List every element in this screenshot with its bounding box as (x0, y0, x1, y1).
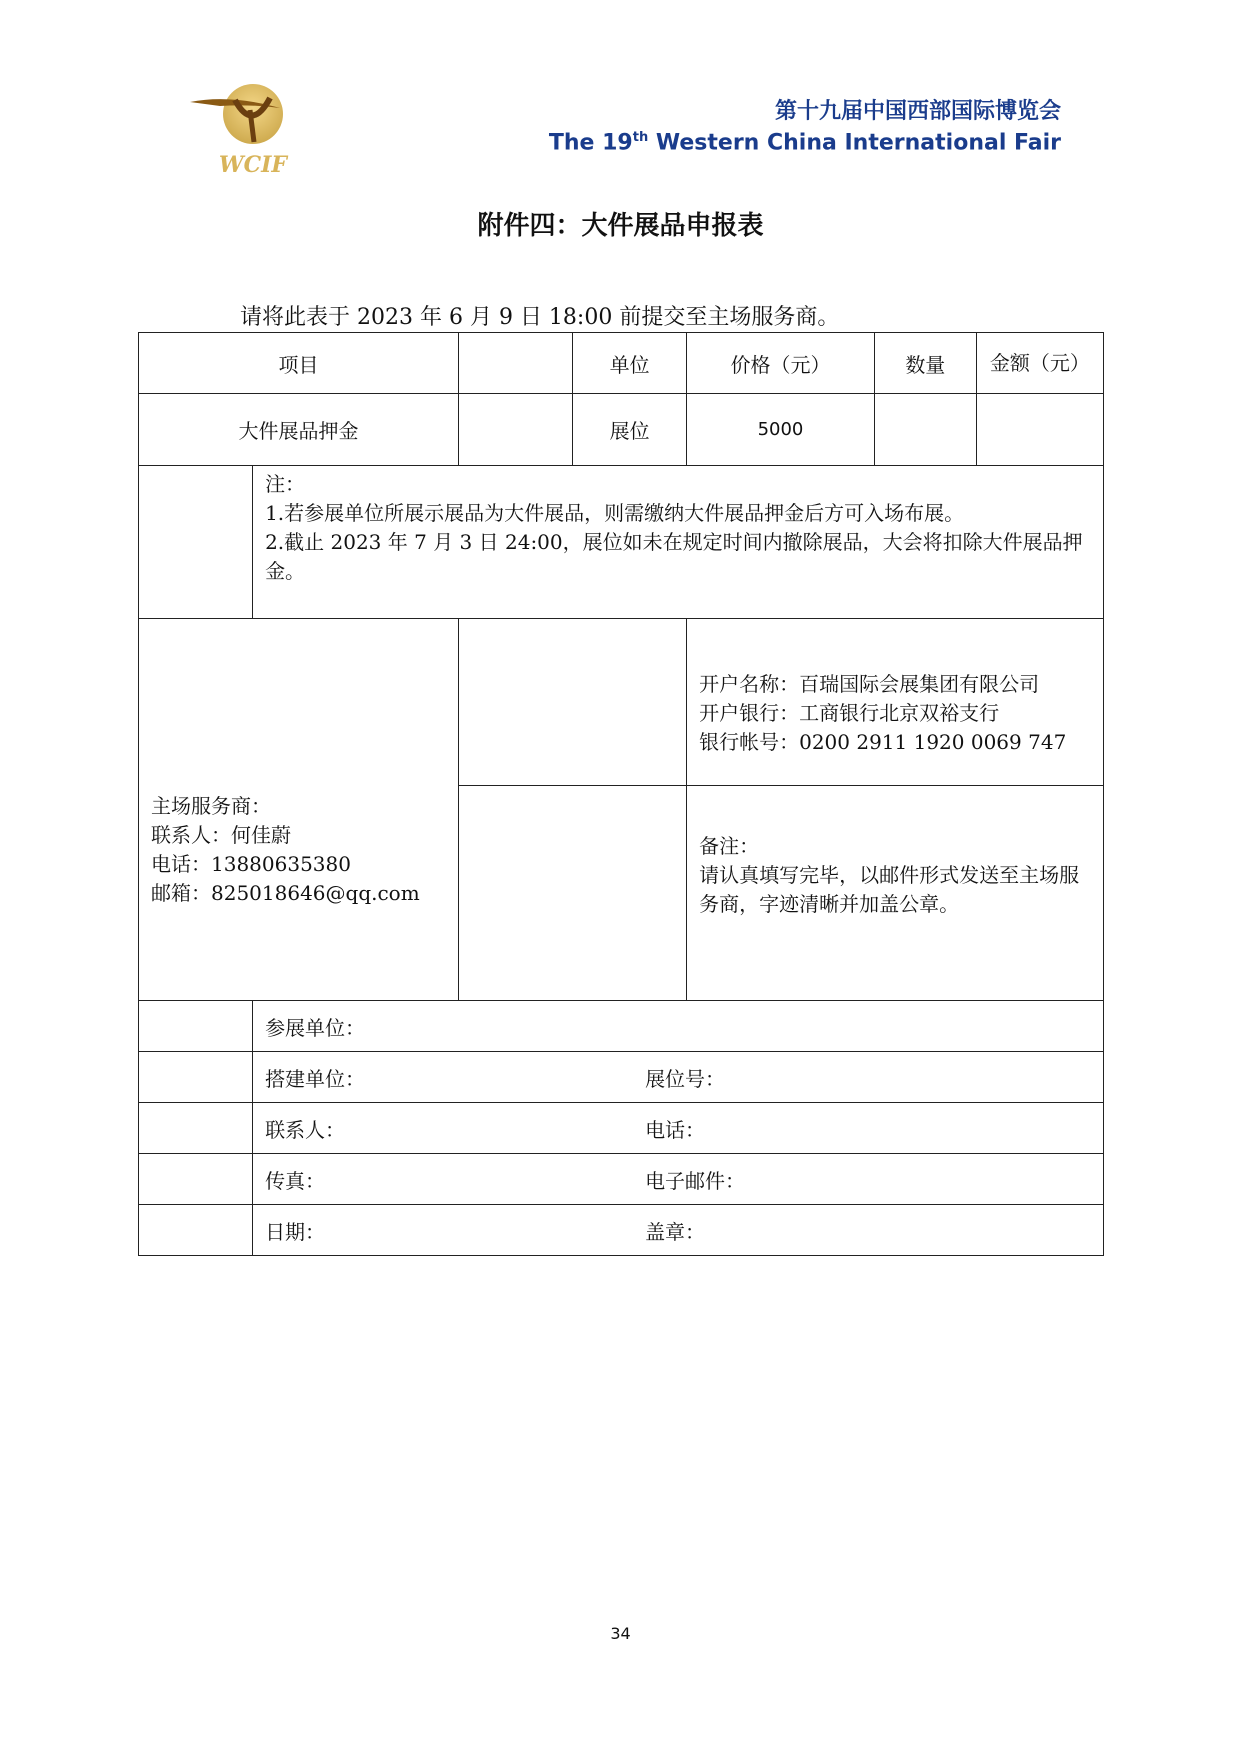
col-price: 价格（元） (687, 333, 875, 394)
wcif-logo (190, 80, 320, 180)
remark-label: 备注： (699, 834, 760, 858)
info-row-date (139, 1205, 1104, 1256)
info-field-seal: 盖章： (645, 1219, 706, 1244)
instruction-text: 请将此表于 2023 年 6 月 9 日 18:00 前提交至主场服务商。 (240, 305, 840, 330)
deposit-amount[interactable] (976, 394, 1103, 466)
deposit-item: 大件展品押金 (139, 394, 459, 466)
info-row-fax (139, 1154, 1104, 1205)
deposit-price: 5000 (687, 394, 875, 466)
service-provider-label: 主场服务商： (151, 794, 271, 818)
info-field-date[interactable]: 日期： 盖章： (253, 1205, 1104, 1256)
info-row-blank (139, 1154, 253, 1205)
info-field-phone: 电话： (645, 1117, 706, 1142)
col-blank (458, 333, 572, 394)
info-field-booth-no: 展位号： (645, 1066, 726, 1091)
fair-name-en: The 19th Western China International Fair (548, 130, 1061, 156)
table-header-row (139, 333, 1104, 394)
info-row-blank (139, 1001, 253, 1052)
deposit-blank[interactable] (458, 394, 572, 466)
deposit-unit: 展位 (573, 394, 687, 466)
info-field-fax[interactable]: 传真： 电子邮件： (253, 1154, 1104, 1205)
info-row-blank (139, 1205, 253, 1256)
note-1: 1.若参展单位所展示展品为大件展品，则需缴纳大件展品押金后方可入场布展。 (265, 501, 965, 525)
page-title: 附件四：大件展品申报表 (477, 211, 764, 241)
bank-account-name: 开户名称：百瑞国际会展集团有限公司 (699, 672, 1040, 696)
info-field-builder[interactable]: 搭建单位： 展位号： (253, 1052, 1104, 1103)
info-field-contact[interactable]: 联系人： 电话： (253, 1103, 1104, 1154)
info-row-blank (139, 1103, 253, 1154)
info-field-exhibitor[interactable]: 参展单位： (253, 1001, 1104, 1052)
remark-text: 请认真填写完毕，以邮件形式发送至主场服务商，字迹清晰并加盖公章。 (699, 863, 1080, 916)
col-amount: 金额（元） (976, 333, 1103, 394)
notes-row (139, 466, 1104, 619)
svg-text:WCIF: WCIF (218, 152, 288, 178)
col-unit: 单位 (573, 333, 687, 394)
col-quantity: 数量 (874, 333, 976, 394)
remark-cell (687, 786, 1104, 1001)
notes-label: 注： (265, 472, 306, 496)
bank-left-blank (458, 619, 686, 786)
fair-name-cn: 第十九届中国西部国际博览会 (774, 99, 1061, 124)
bank-row (139, 619, 1104, 786)
notes-cell (253, 466, 1104, 619)
deposit-row (139, 394, 1104, 466)
remark-left-blank (458, 786, 686, 1001)
bank-name: 开户银行：工商银行北京双裕支行 (699, 701, 1000, 725)
info-row-builder (139, 1052, 1104, 1103)
service-provider-contact: 联系人：何佳蔚 (151, 823, 291, 847)
service-provider-cell (139, 619, 459, 1001)
info-row-blank (139, 1052, 253, 1103)
info-field-email: 电子邮件： (645, 1168, 746, 1193)
bank-account-no: 银行帐号：0200 2911 1920 0069 747 (699, 730, 1067, 754)
info-row-contact (139, 1103, 1104, 1154)
service-provider-phone: 电话：13880635380 (151, 852, 351, 876)
page-number: 34 (610, 1624, 631, 1643)
col-item: 项目 (139, 333, 459, 394)
declaration-form-table (138, 332, 1104, 1256)
deposit-quantity[interactable] (874, 394, 976, 466)
notes-left-blank (139, 466, 253, 619)
bank-info-cell (687, 619, 1104, 786)
note-2: 2.截止 2023 年 7 月 3 日 24:00，展位如未在规定时间内撤除展品，大会将扣除大件展品押金。 (265, 530, 1083, 583)
info-row-exhibitor (139, 1001, 1104, 1052)
service-provider-email: 邮箱：825018646@qq.com (151, 881, 420, 905)
